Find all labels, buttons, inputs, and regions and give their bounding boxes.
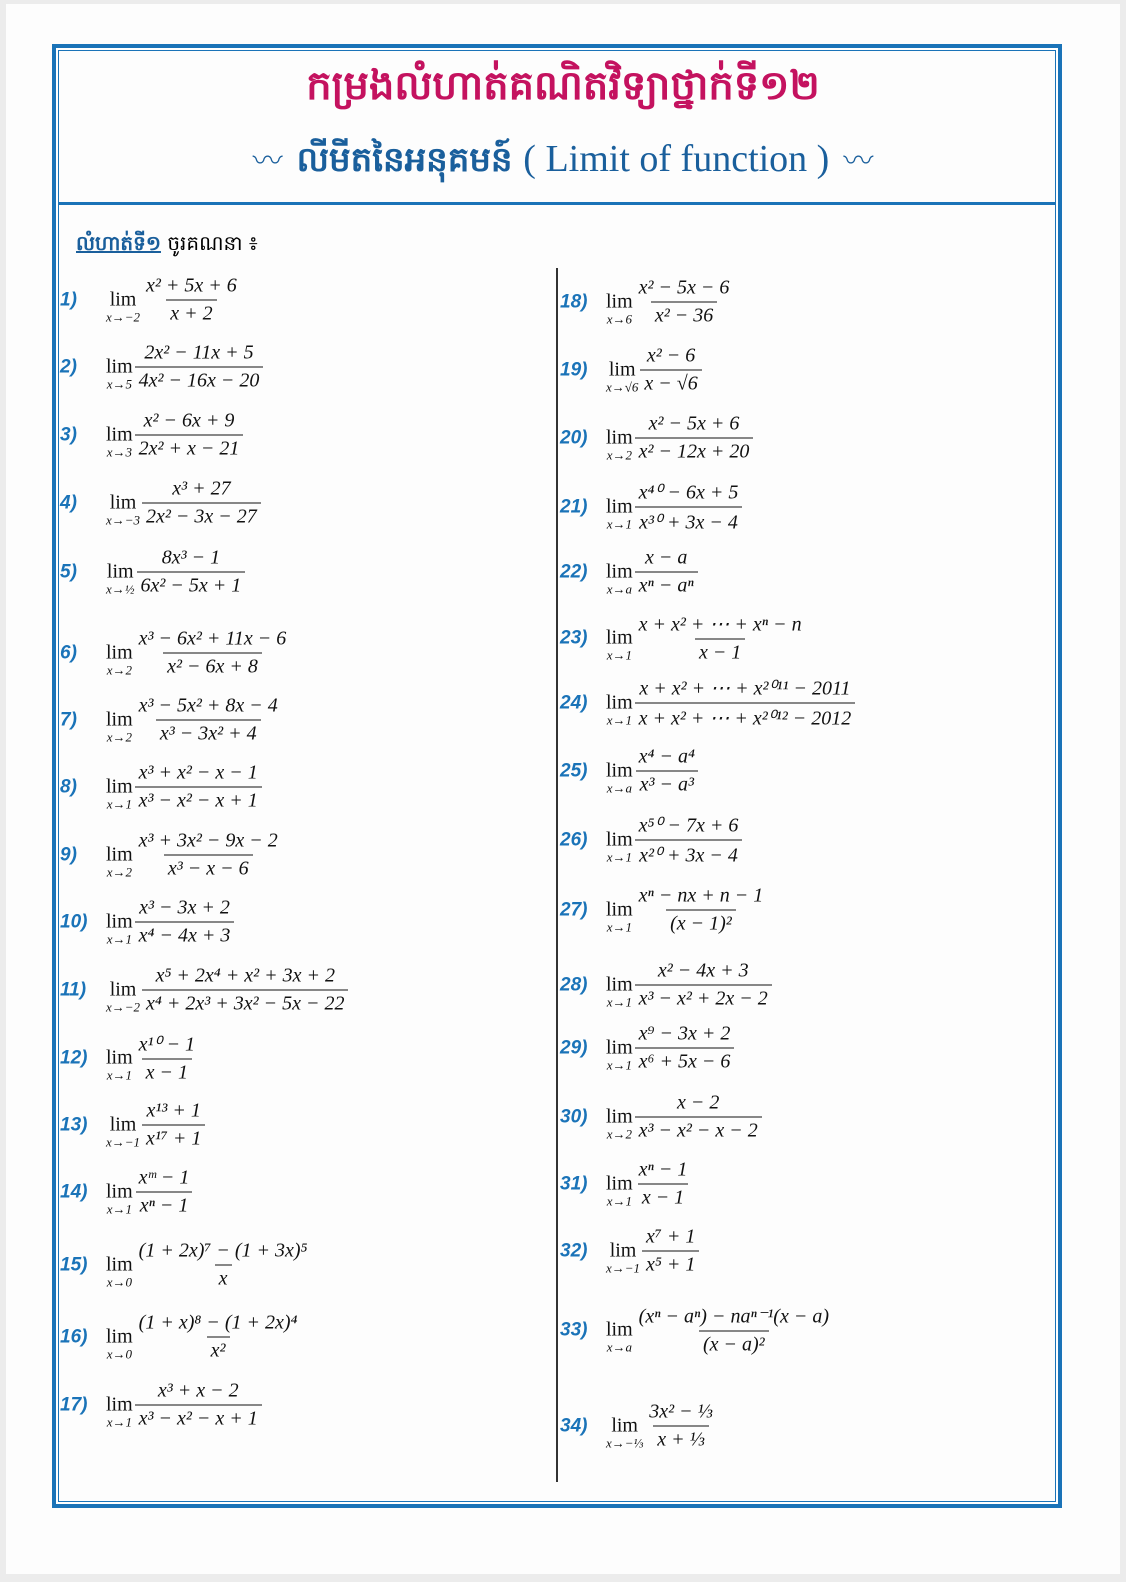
numerator: x + x² + ⋯ + xⁿ − n	[638, 613, 802, 636]
denominator: x³⁰ + 3x − 4	[635, 507, 742, 535]
denominator: x − 1	[142, 1059, 192, 1085]
fraction	[135, 1312, 302, 1363]
limit-approach: x→−⅓	[606, 1435, 644, 1450]
fraction	[635, 1159, 692, 1210]
limit-operator	[606, 1023, 633, 1073]
numerator: x³ + 3x² − 9x − 2	[138, 829, 278, 852]
problem-item	[60, 1380, 262, 1431]
limit-operator	[106, 965, 140, 1015]
problem-item	[60, 342, 263, 393]
limit-operator	[106, 628, 133, 678]
limit-approach: x→a	[606, 581, 632, 596]
numerator: xⁿ − 1	[638, 1158, 688, 1181]
limit-operator	[106, 478, 140, 528]
problem-number: 20)	[560, 427, 588, 448]
problem-item	[60, 628, 290, 679]
lim-word: lim	[109, 491, 137, 513]
limit-approach: x→1	[106, 1414, 132, 1429]
problem-item	[560, 960, 772, 1011]
lim-word: lim	[606, 759, 633, 781]
limit-operator	[606, 1401, 643, 1451]
denominator: xⁿ − aⁿ	[635, 572, 698, 598]
numerator: x² + 5x + 6	[146, 274, 237, 297]
limit-approach: x→−2	[106, 999, 141, 1014]
fraction	[635, 480, 743, 535]
denominator: x³ − x² − x − 2	[635, 1117, 762, 1143]
fraction	[142, 478, 261, 529]
limit-approach: x→−1	[106, 1134, 141, 1149]
limit-approach: x→1	[606, 919, 632, 934]
limit-operator	[106, 695, 133, 745]
fraction	[135, 762, 262, 813]
lim-word: lim	[106, 708, 133, 730]
problem-number: 6)	[60, 642, 77, 663]
problem-number: 28)	[560, 974, 588, 995]
limit-operator	[606, 547, 633, 597]
problem-item	[60, 762, 262, 813]
limit-approach: x→2	[106, 864, 132, 879]
problem-item	[60, 695, 282, 746]
lim-word: lim	[606, 1036, 633, 1058]
denominator: 6x² − 5x + 1	[137, 572, 246, 598]
lim-word: lim	[606, 560, 633, 582]
numerator: x − a	[644, 546, 688, 569]
numerator: x¹⁰ − 1	[138, 1033, 196, 1056]
denominator: x³ − 3x² + 4	[156, 720, 261, 746]
numerator: x + x² + ⋯ + x²⁰¹¹ − 2011	[639, 677, 851, 700]
lim-word: lim	[106, 641, 133, 663]
limit-operator	[106, 1100, 140, 1150]
limit-approach: x→1	[106, 1067, 132, 1082]
problem-number: 11)	[60, 979, 87, 1000]
denominator: (x − a)²	[699, 1331, 769, 1357]
problem-item	[60, 410, 243, 461]
limit-approach: x→1	[106, 1201, 132, 1216]
limit-approach: x→1	[106, 931, 132, 946]
fraction	[635, 813, 743, 868]
exercise-label: លំហាត់ទី១	[76, 231, 161, 255]
limit-approach: x→−3	[106, 512, 141, 527]
problem-item	[560, 413, 753, 464]
numerator: 2x² − 11x + 5	[144, 341, 254, 364]
fraction	[135, 830, 282, 881]
exercise-instruction: ចូរគណនា ៖	[167, 231, 258, 255]
lim-word: lim	[109, 1113, 137, 1135]
limit-operator	[106, 762, 133, 812]
numerator: (1 + 2x)⁷ − (1 + 3x)⁵	[138, 1239, 308, 1262]
limit-operator	[606, 482, 633, 532]
limit-approach: x→−1	[606, 1260, 641, 1275]
lim-word: lim	[106, 775, 133, 797]
denominator: x²⁰ + 3x − 4	[635, 840, 742, 868]
limit-approach: x→2	[106, 662, 132, 677]
lim-word: lim	[606, 290, 633, 312]
denominator: x + x² + ⋯ + x²⁰¹² − 2012	[635, 703, 856, 731]
lim-word: lim	[106, 560, 134, 582]
limit-operator	[606, 1226, 640, 1276]
problem-number: 4)	[60, 492, 77, 513]
numerator: x² − 6x + 9	[143, 409, 235, 432]
limit-approach: x→√6	[606, 379, 639, 394]
fraction	[635, 612, 806, 665]
problem-item	[560, 1023, 734, 1074]
denominator: x²	[207, 1337, 230, 1363]
denominator: x³ − a³	[636, 771, 698, 797]
subtitle-english: ( Limit of function )	[523, 138, 830, 180]
fraction	[635, 1304, 833, 1357]
lim-word: lim	[109, 288, 137, 310]
lim-word: lim	[106, 910, 133, 932]
denominator: x⁴ + 2x³ + 3x² − 5x − 22	[142, 990, 348, 1016]
numerator: x⁹ − 3x + 2	[638, 1022, 731, 1045]
limit-approach: x→−2	[106, 309, 141, 324]
limit-operator	[106, 410, 133, 460]
denominator: 4x² − 16x − 20	[135, 367, 264, 393]
problem-number: 21)	[560, 496, 588, 517]
numerator: x⁵ + 2x⁴ + x² + 3x + 2	[155, 964, 335, 987]
numerator: x² − 6	[646, 344, 696, 367]
limit-operator	[106, 1312, 133, 1362]
fraction	[642, 1226, 699, 1277]
denominator: (x − 1)²	[666, 910, 736, 936]
limit-operator	[606, 960, 633, 1010]
problem-item	[60, 1312, 301, 1363]
lim-word: lim	[609, 1239, 637, 1261]
problem-item	[60, 1240, 311, 1291]
problem-number: 14)	[60, 1181, 88, 1202]
limit-operator	[606, 678, 633, 728]
lim-word: lim	[106, 423, 133, 445]
denominator: x² − 12x + 20	[635, 438, 754, 464]
problem-number: 1)	[60, 289, 77, 310]
denominator: x² − 36	[651, 302, 717, 328]
problem-item	[560, 277, 733, 328]
fraction	[635, 277, 734, 328]
problem-number: 8)	[60, 776, 77, 797]
problem-number: 7)	[60, 709, 77, 730]
fraction	[135, 1167, 194, 1218]
problem-number: 18)	[560, 291, 588, 312]
denominator: x³ − x² − x + 1	[135, 1405, 262, 1431]
numerator: 3x² − ⅓	[649, 1400, 713, 1423]
subtitle-khmer: លីមីតនៃអនុគមន៍	[296, 140, 513, 180]
problem-number: 34)	[560, 1415, 588, 1436]
problem-number: 13)	[60, 1114, 88, 1135]
numerator: x³ + x² − x − 1	[138, 761, 258, 784]
limit-operator	[106, 1380, 133, 1430]
limit-approach: x→1	[606, 516, 632, 531]
fraction	[135, 628, 291, 679]
fraction	[142, 965, 348, 1016]
problem-item	[60, 897, 234, 948]
problem-item	[560, 1226, 699, 1277]
lim-word: lim	[611, 1414, 638, 1436]
lim-word: lim	[606, 426, 633, 448]
fraction	[645, 1401, 716, 1452]
problem-number: 26)	[560, 829, 588, 850]
limit-approach: x→1	[606, 1057, 632, 1072]
denominator: x⁶ + 5x − 6	[635, 1048, 735, 1074]
limit-operator	[606, 413, 633, 463]
problem-number: 27)	[560, 899, 588, 920]
fraction	[135, 342, 264, 393]
numerator: (xⁿ − aⁿ) − naⁿ⁻¹(x − a)	[638, 1305, 830, 1328]
numerator: xᵐ − 1	[138, 1166, 190, 1189]
limit-approach: x→a	[606, 1339, 632, 1354]
limit-operator	[106, 1167, 133, 1217]
limit-approach: x→½	[106, 581, 135, 596]
limit-approach: x→1	[606, 849, 632, 864]
limit-approach: x→1	[606, 647, 632, 662]
numerator: (1 + x)⁸ − (1 + 2x)⁴	[138, 1311, 298, 1334]
limit-operator	[606, 613, 633, 663]
problem-number: 5)	[60, 561, 77, 582]
problem-number: 16)	[60, 1326, 88, 1347]
fraction	[142, 275, 241, 326]
denominator: x − 1	[638, 1184, 688, 1210]
exercise-heading	[76, 230, 258, 260]
problem-number: 29)	[560, 1037, 588, 1058]
limit-operator	[606, 1159, 633, 1209]
limit-operator	[606, 885, 633, 935]
lim-word: lim	[106, 1393, 133, 1415]
limit-approach: x→a	[606, 780, 632, 795]
limit-approach: x→6	[606, 311, 632, 326]
fraction	[635, 413, 754, 464]
limit-approach: x→1	[606, 712, 632, 727]
problem-item	[560, 1401, 717, 1452]
problem-number: 12)	[60, 1047, 88, 1068]
lim-word: lim	[106, 1046, 133, 1068]
fraction	[135, 1380, 262, 1431]
problem-item	[560, 480, 742, 535]
denominator: x³ − x² + 2x − 2	[635, 985, 772, 1011]
limit-approach: x→1	[606, 1193, 632, 1208]
swirl-ornament-right-icon: 〰	[843, 144, 874, 179]
limit-operator	[106, 1033, 133, 1083]
page-subtitle	[0, 136, 1126, 188]
problem-number: 24)	[560, 692, 588, 713]
numerator: x³ − 5x² + 8x − 4	[138, 694, 278, 717]
lim-word: lim	[606, 691, 633, 713]
denominator: 2x² − 3x − 27	[142, 503, 261, 529]
problem-number: 23)	[560, 627, 588, 648]
numerator: x⁵⁰ − 7x + 6	[638, 814, 739, 837]
fraction	[640, 345, 701, 396]
numerator: x − 2	[677, 1091, 720, 1114]
problem-number: 15)	[60, 1254, 88, 1275]
fraction	[635, 676, 856, 731]
denominator: xⁿ − 1	[136, 1192, 193, 1218]
limit-operator	[106, 342, 133, 392]
problem-item	[60, 1100, 205, 1151]
numerator: 8x³ − 1	[161, 546, 221, 569]
numerator: x⁴ − a⁴	[638, 745, 695, 768]
limit-approach: x→2	[606, 1126, 632, 1141]
problem-number: 33)	[560, 1319, 588, 1340]
problem-item	[560, 547, 698, 598]
problem-item	[560, 746, 699, 797]
fraction	[635, 1023, 735, 1074]
problem-number: 30)	[560, 1106, 588, 1127]
lim-word: lim	[106, 1325, 133, 1347]
lim-word: lim	[106, 843, 133, 865]
problem-item	[60, 1167, 193, 1218]
denominator: 2x² + x − 21	[135, 435, 244, 461]
limit-approach: x→1	[606, 994, 632, 1009]
problem-number: 32)	[560, 1240, 588, 1261]
numerator: x² − 5x − 6	[638, 276, 730, 299]
fraction	[135, 410, 244, 461]
numerator: xⁿ − nx + n − 1	[638, 884, 764, 907]
problem-number: 2)	[60, 356, 77, 377]
numerator: x³ + 27	[172, 477, 231, 500]
problem-item	[560, 676, 855, 731]
denominator: x + 2	[166, 300, 216, 326]
problem-item	[60, 275, 241, 326]
fraction	[635, 960, 772, 1011]
lim-word: lim	[606, 898, 633, 920]
limit-approach: x→0	[106, 1346, 132, 1361]
denominator: x³ − x − 6	[164, 855, 253, 881]
lim-word: lim	[109, 978, 137, 1000]
problem-number: 31)	[560, 1173, 588, 1194]
lim-word: lim	[106, 1180, 133, 1202]
limit-approach: x→1	[106, 796, 132, 811]
denominator: x⁵ + 1	[642, 1251, 699, 1277]
denominator: x	[215, 1265, 232, 1291]
limit-operator	[106, 275, 140, 325]
problem-item	[560, 1092, 762, 1143]
lim-word: lim	[606, 1318, 633, 1340]
problem-number: 3)	[60, 424, 77, 445]
lim-word: lim	[606, 626, 633, 648]
problem-item	[560, 885, 767, 936]
lim-word: lim	[608, 358, 636, 380]
page-title: កម្រងលំហាត់គណិតវិទ្យាថ្នាក់ទី១២	[306, 63, 820, 109]
limit-operator	[106, 830, 133, 880]
fraction	[135, 695, 282, 746]
lim-word: lim	[606, 495, 633, 517]
column-divider	[556, 268, 558, 1482]
fraction	[142, 1100, 205, 1151]
denominator: x + ⅓	[653, 1426, 708, 1452]
problem-item	[60, 830, 282, 881]
fraction	[635, 885, 768, 936]
problem-number: 9)	[60, 844, 77, 865]
limit-operator	[106, 897, 133, 947]
limit-approach: x→3	[106, 444, 132, 459]
lim-word: lim	[606, 1172, 633, 1194]
lim-word: lim	[106, 1253, 133, 1275]
problem-item	[60, 1032, 199, 1085]
denominator: x − √6	[640, 370, 701, 396]
limit-operator	[606, 815, 633, 865]
problem-number: 22)	[560, 561, 588, 582]
numerator: x¹³ + 1	[146, 1099, 201, 1122]
limit-operator	[606, 1092, 633, 1142]
problem-number: 19)	[560, 359, 588, 380]
limit-approach: x→2	[606, 447, 632, 462]
fraction	[137, 547, 246, 598]
limit-approach: x→2	[106, 729, 132, 744]
denominator: x¹⁷ + 1	[142, 1125, 205, 1151]
numerator: x² − 4x + 3	[657, 959, 749, 982]
lim-word: lim	[606, 1105, 633, 1127]
problem-item	[560, 813, 742, 868]
fraction	[635, 1092, 762, 1143]
problem-item	[60, 547, 245, 598]
numerator: x⁷ + 1	[646, 1225, 696, 1248]
problem-item	[560, 1304, 833, 1357]
problem-item	[60, 965, 348, 1016]
problem-number: 10)	[60, 911, 88, 932]
header-divider	[58, 202, 1056, 205]
limit-operator	[606, 746, 633, 796]
problem-number: 17)	[60, 1394, 88, 1415]
fraction	[135, 1240, 312, 1291]
numerator: x⁴⁰ − 6x + 5	[638, 481, 739, 504]
fraction	[135, 897, 235, 948]
limit-operator	[606, 1305, 633, 1355]
limit-operator	[606, 277, 633, 327]
numerator: x³ − 3x + 2	[139, 896, 230, 919]
limit-operator	[106, 547, 135, 597]
limit-operator	[606, 345, 638, 395]
limit-approach: x→5	[106, 376, 132, 391]
problem-item	[60, 478, 261, 529]
problem-number: 25)	[560, 760, 588, 781]
swirl-ornament-left-icon: 〰	[252, 144, 283, 179]
denominator: x − 1	[695, 639, 745, 665]
numerator: x³ − 6x² + 11x − 6	[138, 627, 287, 650]
fraction	[135, 1032, 199, 1085]
denominator: x² − 6x + 8	[163, 653, 262, 679]
lim-word: lim	[606, 973, 633, 995]
denominator: x³ − x² − x + 1	[135, 787, 262, 813]
limit-operator	[106, 1240, 133, 1290]
fraction	[635, 746, 699, 797]
fraction	[635, 547, 698, 598]
lim-word: lim	[606, 828, 633, 850]
problem-item	[560, 612, 806, 665]
problem-item	[560, 1159, 691, 1210]
numerator: x³ + x − 2	[157, 1379, 239, 1402]
lim-word: lim	[106, 355, 133, 377]
problem-item	[560, 345, 702, 396]
denominator: x⁴ − 4x + 3	[135, 922, 235, 948]
numerator: x² − 5x + 6	[648, 412, 740, 435]
limit-approach: x→0	[106, 1274, 132, 1289]
